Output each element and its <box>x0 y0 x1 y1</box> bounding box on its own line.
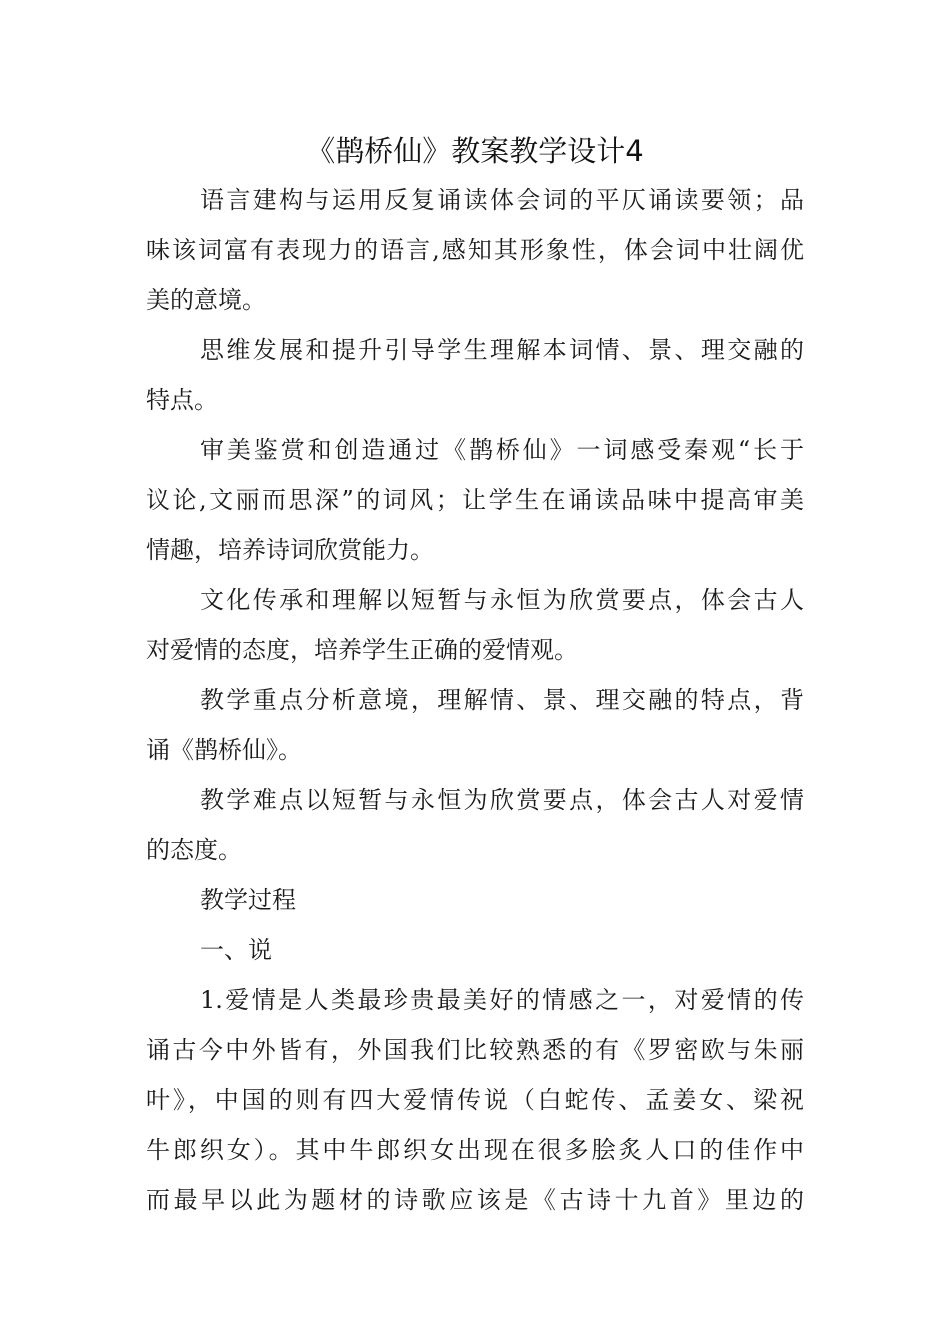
paragraph-line: 美的意境。 <box>146 286 266 314</box>
paragraph-line: 思维发展和提升引导学生理解本词情、景、理交融的 <box>200 336 804 364</box>
paragraph-line: 教学难点以短暂与永恒为欣赏要点，体会古人对爱情 <box>200 786 804 814</box>
paragraph-line: 而最早以此为题材的诗歌应该是《古诗十九首》里边的 <box>146 1186 804 1214</box>
paragraph-line: 牛郎织女）。其中牛郎织女出现在很多脍炙人口的佳作中 <box>146 1136 804 1164</box>
paragraph-line: 叶》，中国的则有四大爱情传说（白蛇传、孟姜女、梁祝 <box>146 1086 804 1114</box>
paragraph-line: 诵古今中外皆有，外国我们比较熟悉的有《罗密欧与朱丽 <box>146 1036 804 1064</box>
paragraph-line: 诵《鹊桥仙》。 <box>146 736 302 764</box>
paragraph-line: 对爱情的态度，培养学生正确的爱情观。 <box>146 636 578 664</box>
paragraph-line: 1.爱情是人类最珍贵最美好的情感之一，对爱情的传 <box>200 986 804 1014</box>
paragraph-line: 审美鉴赏和创造通过《鹊桥仙》一词感受秦观“长于 <box>200 436 804 464</box>
paragraph-line: 特点。 <box>146 386 218 414</box>
paragraph-line: 文化传承和理解以短暂与永恒为欣赏要点，体会古人 <box>200 586 804 614</box>
section-heading: 一、说 <box>200 936 272 964</box>
document-title: 《鹊桥仙》教案教学设计4 <box>306 134 644 168</box>
paragraph-line: 语言建构与运用反复诵读体会词的平仄诵读要领；品 <box>200 186 804 214</box>
paragraph-line: 教学重点分析意境，理解情、景、理交融的特点，背 <box>200 686 804 714</box>
paragraph-line: 味该词富有表现力的语言,感知其形象性，体会词中壮阔优 <box>146 236 804 264</box>
paragraph-line: 议论,文丽而思深”的词风；让学生在诵读品味中提高审美 <box>146 486 804 514</box>
section-heading: 教学过程 <box>200 886 296 914</box>
paragraph-line: 情趣，培养诗词欣赏能力。 <box>146 536 434 564</box>
paragraph-line: 的态度。 <box>146 836 242 864</box>
